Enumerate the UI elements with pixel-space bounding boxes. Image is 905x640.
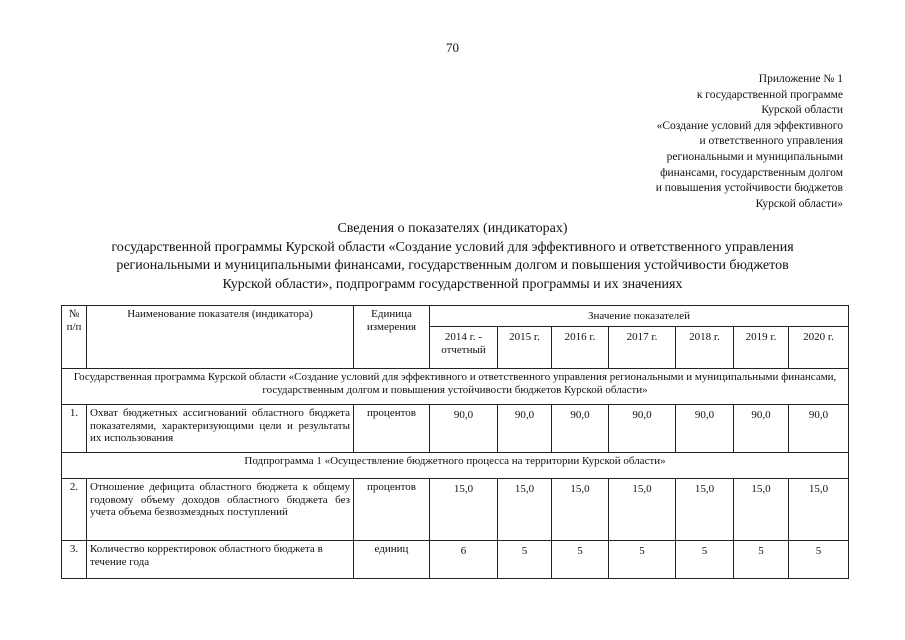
table-row — [62, 541, 849, 579]
header-year: 2016 г. — [552, 327, 609, 369]
row-value: 90,0 — [676, 405, 734, 453]
row-unit: процентов — [354, 405, 430, 453]
title-line: Курской области», подпрограмм государственной программы и их значениях — [222, 276, 683, 292]
indicators-table — [61, 305, 849, 579]
row-value: 90,0 — [789, 405, 849, 453]
header-values-group: Значение показателей — [430, 306, 849, 327]
row-value: 15,0 — [430, 479, 498, 541]
annex-line: и повышения устойчивости бюджетов — [655, 182, 843, 195]
title-line: Сведения о показателях (индикаторах) — [337, 221, 568, 236]
row-value: 90,0 — [430, 405, 498, 453]
annex-line: к государственной программе — [696, 88, 843, 101]
header-year: 2019 г. — [734, 327, 789, 369]
table-row — [62, 405, 849, 453]
row-value: 90,0 — [734, 405, 789, 453]
row-unit: процентов — [354, 479, 430, 541]
page-number: 70 — [446, 40, 459, 55]
row-num: 3. — [62, 541, 87, 579]
annex-line: финансами, государственным долгом — [660, 166, 843, 179]
table-row — [62, 479, 849, 541]
annex-line: Приложение № 1 — [758, 73, 843, 85]
title-line: государственной программы Курской области «Создание условий для эффективного и ответственного управления — [111, 239, 794, 255]
header-unit: Единица измерения — [354, 306, 430, 369]
row-value: 15,0 — [789, 479, 849, 541]
row-value: 5 — [676, 541, 734, 579]
row-value: 90,0 — [498, 405, 552, 453]
row-value: 5 — [789, 541, 849, 579]
annex-line: и ответственного управления — [699, 135, 843, 148]
row-num: 2. — [62, 479, 87, 541]
row-value: 15,0 — [734, 479, 789, 541]
row-value: 5 — [609, 541, 676, 579]
row-value: 15,0 — [498, 479, 552, 541]
row-name: Количество корректировок областного бюджета в течение года — [87, 541, 354, 579]
row-value: 90,0 — [609, 405, 676, 453]
section-subprogram: Подпрограмма 1 «Осуществление бюджетного процесса на территории Курской области» — [62, 453, 849, 479]
header-year: 2018 г. — [676, 327, 734, 369]
row-value: 5 — [552, 541, 609, 579]
row-num: 1. — [62, 405, 87, 453]
title-line: региональными и муниципальными финансами, государственным долгом и повышения устойчивости бюджетов — [116, 258, 789, 273]
row-name: Охват бюджетных ассигнований областного бюджета показателями, характеризующими цели и результаты их использования — [87, 405, 354, 453]
row-value: 6 — [430, 541, 498, 579]
annex-block — [583, 72, 843, 212]
row-value: 90,0 — [552, 405, 609, 453]
document-title — [50, 220, 855, 294]
header-year: 2020 г. — [789, 327, 849, 369]
annex-line: Курской области» — [755, 197, 843, 210]
annex-line: Курской области — [761, 104, 843, 117]
row-value: 15,0 — [676, 479, 734, 541]
header-year: 2014 г. - отчетный — [430, 327, 498, 369]
annex-line: региональными и муниципальными — [666, 150, 843, 163]
row-name: Отношение дефицита областного бюджета к общему годовому объему доходов областного бюджета без учета объема безвозмездных поступлений — [87, 479, 354, 541]
annex-line: «Создание условий для эффективного — [656, 119, 843, 132]
row-unit: единиц — [354, 541, 430, 579]
header-name: Наименование показателя (индикатора) — [87, 306, 354, 369]
row-value: 15,0 — [609, 479, 676, 541]
header-year: 2015 г. — [498, 327, 552, 369]
row-value: 5 — [734, 541, 789, 579]
header-year: 2017 г. — [609, 327, 676, 369]
section-program: Государственная программа Курской области «Создание условий для эффективного и ответственного управления региональными и муниципальными финансами, государственным долгом и повышения устойчивости бюджетов Курской области» — [62, 369, 849, 405]
row-value: 5 — [498, 541, 552, 579]
row-value: 15,0 — [552, 479, 609, 541]
header-num: № п/п — [62, 306, 87, 369]
